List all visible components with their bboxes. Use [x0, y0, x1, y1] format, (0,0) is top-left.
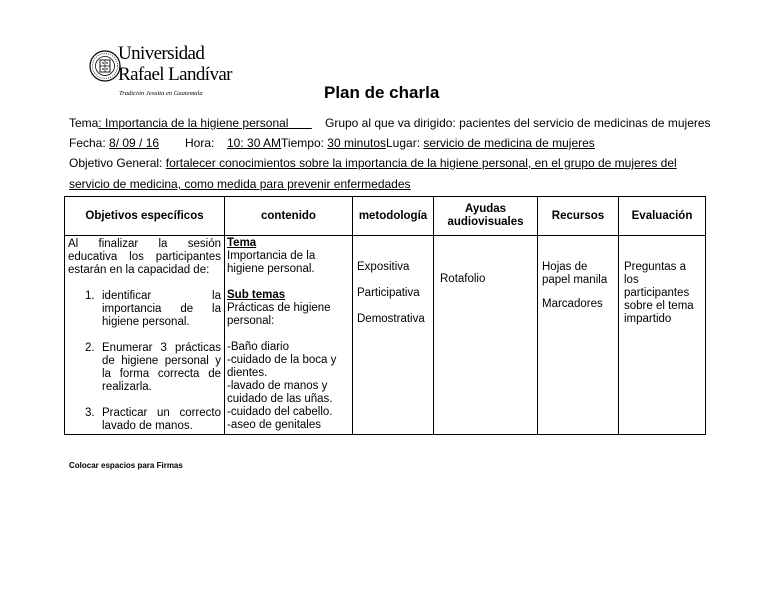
tiempo-label: Tiempo:	[281, 136, 324, 150]
logo-line-2: Rafael Landívar	[118, 64, 232, 85]
header-metodologia: metodología	[353, 197, 434, 236]
header-objetivos: Objetivos específicos	[65, 197, 225, 236]
grupo-value: pacientes del servicio de medicinas de mujeres	[459, 116, 711, 130]
header-ayudas: Ayudas audiovisuales	[434, 197, 538, 236]
list-item	[65, 290, 224, 329]
recursos-2: Marcadores	[542, 298, 603, 310]
hora-value: 10: 30 AM	[227, 136, 282, 150]
cell-evaluacion	[619, 236, 706, 435]
cell-ayudas	[434, 236, 538, 435]
footer-note: Colocar espacios para Firmas	[69, 461, 183, 470]
list-item	[65, 407, 224, 433]
lugar-label: Lugar:	[386, 136, 421, 150]
page-title: Plan de charla	[324, 83, 440, 102]
metodologia-3: Demostrativa	[357, 313, 425, 325]
objetivo-1-num: 1.	[85, 290, 95, 302]
cell-metodologia	[353, 236, 434, 435]
fecha-label: Fecha:	[69, 136, 106, 150]
contenido-subtemas-title: Sub temas	[227, 289, 286, 301]
grupo-label: Grupo al que va dirigido:	[325, 116, 456, 130]
table-header-row	[65, 197, 706, 236]
tiempo-value: 30 minutos	[327, 136, 386, 150]
evaluacion-text: Preguntas a los participantes sobre el tema impartido	[624, 261, 694, 325]
header-contenido: contenido	[225, 197, 353, 236]
fecha-line	[69, 136, 159, 150]
cell-contenido	[225, 236, 353, 435]
grupo-line	[325, 116, 711, 130]
objetivo-3-text: Practicar un correcto lavado de manos.	[102, 407, 221, 432]
recursos-1: Hojas de papel manila	[542, 261, 608, 286]
tema-line	[69, 116, 312, 130]
objetivo-line-1	[69, 156, 677, 170]
lugar-value: servicio de medicina de mujeres	[423, 136, 595, 150]
fecha-value: 8/ 09 / 16	[109, 136, 160, 150]
logo-tagline: Tradición Jesuita en Guatemala	[119, 90, 203, 97]
contenido-item-5: -aseo de genitales	[227, 419, 321, 431]
table-row	[65, 236, 706, 435]
contenido-tema-text: Importancia de la higiene personal.	[227, 250, 316, 275]
plan-table	[64, 196, 706, 435]
objetivo-1-text: identificar la importancia de la higiene personal.	[102, 290, 221, 328]
metodologia-1: Expositiva	[357, 261, 410, 273]
contenido-item-4: -cuidado del cabello.	[227, 406, 333, 418]
tema-value: : Importancia de la higiene personal	[98, 116, 289, 130]
metodologia-2: Participativa	[357, 287, 420, 299]
objetivo-2-num: 2.	[85, 342, 95, 354]
contenido-subtemas-text: Prácticas de higiene personal:	[227, 302, 331, 327]
objetivo-label: Objetivo General:	[69, 156, 163, 170]
objetivo-line-2	[69, 177, 411, 191]
objetivo-text-1: fortalecer conocimientos sobre la importancia de la higiene personal, en el grupo de mujeres del	[165, 156, 677, 170]
objetivo-text-2: servicio de medicina, como medida para prevenir enfermedades	[69, 177, 411, 191]
hora-line	[185, 136, 214, 150]
header-recursos: Recursos	[538, 197, 619, 236]
header-evaluacion: Evaluación	[619, 197, 706, 236]
logo-line-1: Universidad	[118, 43, 205, 64]
contenido-item-3: -lavado de manos y cuidado de las uñas.	[227, 380, 333, 405]
objetivo-3-num: 3.	[85, 407, 95, 419]
objetivo-2-text: Enumerar 3 prácticas de higiene personal y la forma correcta de realizarla.	[102, 342, 221, 393]
contenido-tema-title: Tema	[227, 237, 257, 249]
objetivos-intro: Al finalizar la sesión educativa los participantes estarán en la capacidad de:	[68, 238, 221, 276]
objetivos-list	[65, 290, 224, 433]
contenido-item-1: -Baño diario	[227, 341, 290, 353]
cell-objetivos	[65, 236, 225, 435]
ayudas-text: Rotafolio	[440, 273, 486, 285]
list-item	[65, 342, 224, 394]
hora-label: Hora:	[185, 136, 215, 150]
university-logo	[88, 40, 232, 102]
cell-recursos	[538, 236, 619, 435]
tema-label: Tema	[69, 116, 99, 130]
contenido-item-2: -cuidado de la boca y dientes.	[227, 354, 337, 379]
hora-tiempo-lugar-line	[227, 136, 595, 150]
